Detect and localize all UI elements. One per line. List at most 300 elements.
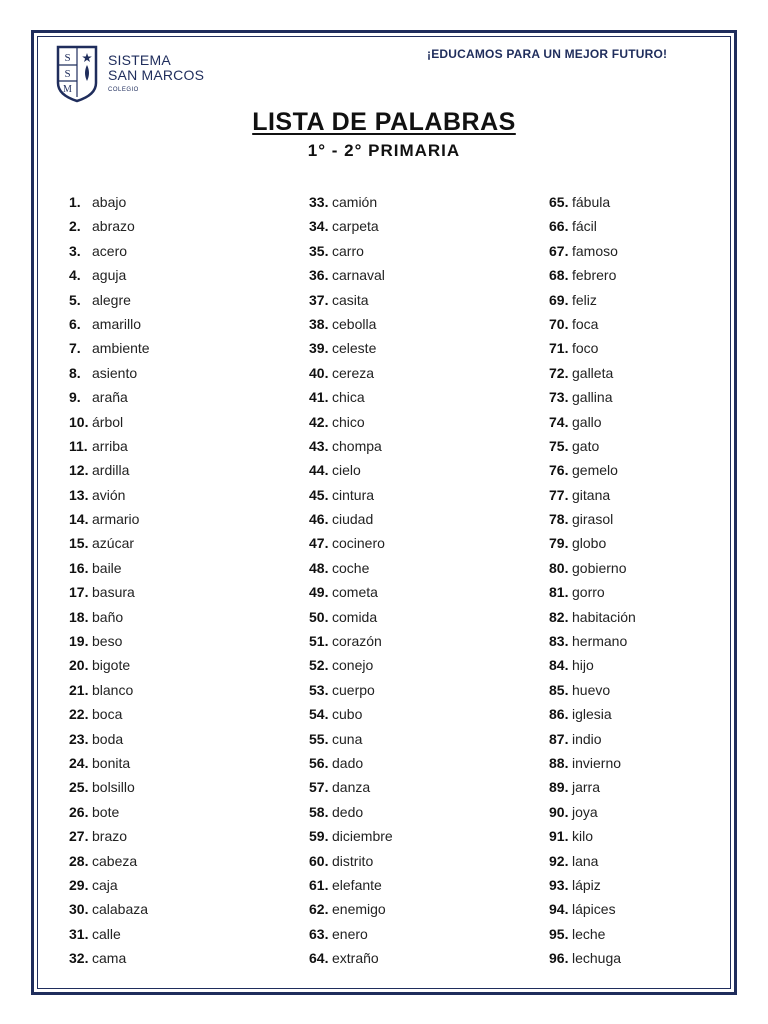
item-word: lápiz	[572, 876, 601, 893]
list-item	[69, 291, 150, 315]
list-item	[69, 388, 150, 412]
list-item	[549, 266, 636, 290]
list-item	[309, 900, 393, 924]
item-word: azúcar	[92, 535, 135, 552]
item-word: carpeta	[332, 218, 379, 235]
list-item	[549, 803, 636, 827]
item-word: bonita	[92, 754, 131, 771]
list-item	[69, 339, 150, 363]
word-column-1	[69, 193, 150, 974]
list-item	[69, 534, 150, 558]
item-number: 30.	[69, 901, 89, 918]
item-word: iglesia	[572, 706, 612, 723]
list-item	[69, 705, 150, 729]
item-number: 80.	[549, 559, 569, 576]
list-item	[309, 413, 393, 437]
list-item	[549, 852, 636, 876]
list-item	[69, 730, 150, 754]
item-word: corazón	[332, 633, 382, 650]
item-number: 24.	[69, 754, 89, 771]
item-number: 50.	[309, 608, 329, 625]
item-number: 63.	[309, 925, 329, 942]
item-word: cebolla	[332, 315, 377, 332]
list-item	[69, 315, 150, 339]
item-word: gallina	[572, 389, 613, 406]
item-word: abrazo	[92, 218, 135, 235]
item-word: aguja	[92, 267, 127, 284]
item-number: 47.	[309, 535, 329, 552]
list-item	[549, 413, 636, 437]
list-item	[549, 193, 636, 217]
item-word: diciembre	[332, 828, 393, 845]
item-number: 34.	[309, 218, 329, 235]
item-word: basura	[92, 584, 135, 601]
item-word: ambiente	[92, 340, 150, 357]
page-title-text: LISTA DE PALABRAS	[252, 108, 516, 136]
item-number: 21.	[69, 681, 89, 698]
shield-letter: S	[64, 52, 71, 64]
item-number: 14.	[69, 511, 89, 528]
school-name-line1: SISTEMA	[108, 52, 171, 68]
shield-letter: M	[63, 84, 72, 95]
list-item	[69, 364, 150, 388]
item-number: 94.	[549, 901, 569, 918]
list-item	[69, 437, 150, 461]
item-word: girasol	[572, 511, 614, 528]
item-number: 33.	[309, 194, 329, 210]
list-item	[309, 217, 393, 241]
item-number: 6.	[69, 315, 81, 332]
item-number: 60.	[309, 852, 329, 869]
item-number: 58.	[309, 803, 329, 820]
list-item	[69, 925, 150, 949]
item-word: hermano	[572, 633, 628, 650]
item-number: 36.	[309, 267, 329, 284]
item-number: 52.	[309, 657, 329, 674]
list-item	[309, 730, 393, 754]
list-item	[549, 242, 636, 266]
item-word: gitana	[572, 486, 611, 503]
list-item	[69, 632, 150, 656]
item-word: famoso	[572, 242, 618, 259]
list-item	[549, 656, 636, 680]
item-number: 92.	[549, 852, 569, 869]
item-word: alegre	[92, 291, 131, 308]
list-item	[549, 339, 636, 363]
list-item	[69, 510, 150, 534]
list-item	[549, 461, 636, 485]
list-item	[549, 559, 636, 583]
list-item	[549, 754, 636, 778]
item-number: 65.	[549, 194, 569, 210]
item-number: 37.	[309, 291, 329, 308]
item-number: 90.	[549, 803, 569, 820]
item-word: coche	[332, 559, 370, 576]
item-word: globo	[572, 535, 607, 552]
item-word: cama	[92, 950, 127, 967]
list-item	[549, 315, 636, 339]
item-word: huevo	[572, 681, 611, 698]
page-subtitle: 1° - 2° PRIMARIA	[307, 141, 461, 160]
item-word: blanco	[92, 681, 134, 698]
item-word: galleta	[572, 364, 614, 381]
list-item	[549, 583, 636, 607]
item-number: 56.	[309, 754, 329, 771]
list-item	[309, 510, 393, 534]
list-item	[309, 803, 393, 827]
school-name	[108, 53, 204, 95]
item-word: árbol	[92, 413, 124, 430]
school-logo	[56, 45, 216, 103]
item-number: 27.	[69, 828, 89, 845]
list-item	[309, 339, 393, 363]
item-number: 79.	[549, 535, 569, 552]
item-word: extraño	[332, 950, 379, 967]
word-column-3	[549, 193, 636, 974]
item-number: 84.	[549, 657, 569, 674]
item-word: carnaval	[332, 267, 385, 284]
item-number: 28.	[69, 852, 89, 869]
list-item	[69, 242, 150, 266]
item-word: lápices	[572, 901, 616, 918]
list-item	[549, 949, 636, 973]
list-item	[309, 754, 393, 778]
item-number: 16.	[69, 559, 89, 576]
item-word: cocinero	[332, 535, 385, 552]
list-item	[69, 778, 150, 802]
list-item	[69, 559, 150, 583]
list-item	[69, 949, 150, 973]
item-number: 76.	[549, 462, 569, 479]
item-number: 82.	[549, 608, 569, 625]
list-item	[309, 486, 393, 510]
list-item	[309, 852, 393, 876]
list-item	[69, 852, 150, 876]
list-item	[309, 437, 393, 461]
item-number: 44.	[309, 462, 329, 479]
item-word: lechuga	[572, 950, 622, 967]
item-number: 38.	[309, 315, 329, 332]
item-word: casita	[332, 291, 369, 308]
item-number: 3.	[69, 242, 81, 259]
item-number: 48.	[309, 559, 329, 576]
list-item	[309, 608, 393, 632]
item-number: 5.	[69, 291, 81, 308]
item-word: bote	[92, 803, 120, 820]
item-word: brazo	[92, 828, 128, 845]
item-word: invierno	[572, 754, 622, 771]
item-word: gallo	[572, 413, 602, 430]
item-word: foco	[572, 340, 599, 357]
page-title	[0, 108, 768, 137]
list-item	[309, 656, 393, 680]
item-word: cereza	[332, 364, 375, 381]
item-word: baño	[92, 608, 124, 625]
list-item	[549, 900, 636, 924]
item-word: chica	[332, 389, 365, 406]
list-item	[309, 583, 393, 607]
item-number: 49.	[309, 584, 329, 601]
item-number: 70.	[549, 315, 569, 332]
item-word: ardilla	[92, 462, 130, 479]
item-word: bigote	[92, 657, 131, 674]
item-word: fábula	[572, 194, 611, 210]
item-number: 75.	[549, 437, 569, 454]
item-word: joya	[572, 803, 598, 820]
item-number: 10.	[69, 413, 89, 430]
list-item	[309, 632, 393, 656]
item-number: 18.	[69, 608, 89, 625]
list-item	[69, 266, 150, 290]
item-word: abajo	[92, 194, 127, 210]
list-item	[309, 291, 393, 315]
item-word: leche	[572, 925, 606, 942]
item-word: chico	[332, 413, 365, 430]
item-number: 86.	[549, 706, 569, 723]
item-number: 81.	[549, 584, 569, 601]
item-number: 61.	[309, 876, 329, 893]
item-word: dado	[332, 754, 364, 771]
shield-letter: S	[64, 68, 71, 80]
item-word: cuerpo	[332, 681, 375, 698]
item-word: bolsillo	[92, 779, 135, 796]
list-item	[69, 681, 150, 705]
item-number: 91.	[549, 828, 569, 845]
item-number: 32.	[69, 950, 89, 967]
item-number: 64.	[309, 950, 329, 967]
item-number: 41.	[309, 389, 329, 406]
list-item	[69, 217, 150, 241]
item-number: 22.	[69, 706, 89, 723]
item-word: avión	[92, 486, 126, 503]
item-word: fácil	[572, 218, 597, 235]
list-item	[549, 534, 636, 558]
item-number: 77.	[549, 486, 569, 503]
item-number: 93.	[549, 876, 569, 893]
item-number: 29.	[69, 876, 89, 893]
item-word: elefante	[332, 876, 382, 893]
item-word: arriba	[92, 437, 128, 454]
item-word: enemigo	[332, 901, 386, 918]
item-word: boda	[92, 730, 124, 747]
list-item	[309, 315, 393, 339]
item-word: carro	[332, 242, 364, 259]
item-word: habitación	[572, 608, 636, 625]
item-number: 88.	[549, 754, 569, 771]
item-word: gato	[572, 437, 600, 454]
list-item	[549, 876, 636, 900]
list-item	[309, 388, 393, 412]
item-word: gemelo	[572, 462, 618, 479]
item-word: kilo	[572, 828, 594, 845]
list-item	[69, 608, 150, 632]
item-number: 55.	[309, 730, 329, 747]
list-item	[69, 803, 150, 827]
item-word: cintura	[332, 486, 375, 503]
slogan: ¡EDUCAMOS PARA UN MEJOR FUTURO!	[427, 47, 668, 61]
item-word: feliz	[572, 291, 597, 308]
list-item	[309, 876, 393, 900]
item-number: 9.	[69, 389, 81, 406]
item-number: 78.	[549, 511, 569, 528]
item-number: 87.	[549, 730, 569, 747]
list-item	[309, 681, 393, 705]
list-item	[69, 900, 150, 924]
item-word: acero	[92, 242, 128, 259]
item-word: ciudad	[332, 511, 374, 528]
item-number: 95.	[549, 925, 569, 942]
item-word: febrero	[572, 267, 617, 284]
list-item	[549, 388, 636, 412]
item-number: 19.	[69, 633, 89, 650]
list-item	[309, 778, 393, 802]
list-item	[309, 242, 393, 266]
item-number: 72.	[549, 364, 569, 381]
list-item	[69, 583, 150, 607]
item-word: boca	[92, 706, 123, 723]
list-item	[549, 705, 636, 729]
item-number: 59.	[309, 828, 329, 845]
item-number: 11.	[69, 437, 88, 454]
list-item	[309, 949, 393, 973]
item-word: indio	[572, 730, 602, 747]
item-word: amarillo	[92, 315, 142, 332]
item-number: 57.	[309, 779, 329, 796]
item-word: gorro	[572, 584, 605, 601]
item-number: 85.	[549, 681, 569, 698]
item-word: cuna	[332, 730, 363, 747]
list-item	[309, 461, 393, 485]
list-item	[309, 266, 393, 290]
item-word: distrito	[332, 852, 374, 869]
item-number: 26.	[69, 803, 89, 820]
school-name-sub: COLEGIO	[108, 87, 139, 93]
list-item	[549, 730, 636, 754]
item-number: 53.	[309, 681, 329, 698]
list-item	[549, 827, 636, 851]
list-item	[309, 534, 393, 558]
item-word: camión	[332, 194, 378, 210]
item-number: 89.	[549, 779, 569, 796]
item-number: 66.	[549, 218, 569, 235]
list-item	[309, 559, 393, 583]
item-number: 12.	[69, 462, 89, 479]
item-number: 2.	[69, 218, 81, 235]
list-item	[549, 778, 636, 802]
item-word: lana	[572, 852, 599, 869]
item-word: calle	[92, 925, 121, 942]
item-word: cometa	[332, 584, 378, 601]
item-number: 20.	[69, 657, 89, 674]
item-word: jarra	[572, 779, 601, 796]
item-number: 42.	[309, 413, 329, 430]
list-item	[549, 217, 636, 241]
list-item	[549, 510, 636, 534]
item-number: 71.	[549, 340, 569, 357]
item-number: 45.	[309, 486, 329, 503]
item-number: 51.	[309, 633, 329, 650]
item-number: 83.	[549, 633, 569, 650]
item-number: 40.	[309, 364, 329, 381]
item-word: calabaza	[92, 901, 149, 918]
item-word: celeste	[332, 340, 377, 357]
list-item	[549, 925, 636, 949]
list-item	[69, 461, 150, 485]
item-word: armario	[92, 511, 140, 528]
item-word: foca	[572, 315, 599, 332]
item-number: 35.	[309, 242, 329, 259]
list-item	[549, 681, 636, 705]
list-item	[309, 193, 393, 217]
item-word: asiento	[92, 364, 138, 381]
item-number: 54.	[309, 706, 329, 723]
item-word: comida	[332, 608, 378, 625]
list-item	[549, 632, 636, 656]
list-item	[549, 437, 636, 461]
item-word: danza	[332, 779, 371, 796]
item-number: 69.	[549, 291, 569, 308]
item-number: 62.	[309, 901, 329, 918]
list-item	[549, 608, 636, 632]
item-number: 74.	[549, 413, 569, 430]
word-column-2	[309, 193, 393, 974]
list-item	[69, 656, 150, 680]
item-word: dedo	[332, 803, 364, 820]
list-item	[309, 364, 393, 388]
item-word: gobierno	[572, 559, 627, 576]
list-item	[69, 193, 150, 217]
item-word: beso	[92, 633, 123, 650]
list-item	[309, 705, 393, 729]
item-number: 46.	[309, 511, 329, 528]
item-number: 7.	[69, 340, 81, 357]
item-number: 15.	[69, 535, 89, 552]
item-word: cubo	[332, 706, 363, 723]
list-item	[309, 827, 393, 851]
item-number: 96.	[549, 950, 569, 967]
item-number: 1.	[69, 194, 81, 210]
item-word: cabeza	[92, 852, 138, 869]
list-item	[549, 486, 636, 510]
item-number: 73.	[549, 389, 569, 406]
list-item	[549, 291, 636, 315]
item-word: caja	[92, 876, 118, 893]
item-number: 43.	[309, 437, 329, 454]
item-number: 17.	[69, 584, 89, 601]
school-name-line2: SAN MARCOS	[108, 67, 205, 83]
list-item	[549, 364, 636, 388]
item-word: araña	[92, 389, 128, 406]
item-number: 39.	[309, 340, 329, 357]
list-item	[309, 925, 393, 949]
item-word: cielo	[332, 462, 361, 479]
item-number: 31.	[69, 925, 89, 942]
item-number: 8.	[69, 364, 81, 381]
item-word: baile	[92, 559, 122, 576]
list-item	[69, 486, 150, 510]
shield-icon	[56, 45, 98, 103]
item-word: chompa	[332, 437, 382, 454]
item-number: 25.	[69, 779, 89, 796]
list-item	[69, 876, 150, 900]
item-number: 67.	[549, 242, 569, 259]
item-number: 13.	[69, 486, 89, 503]
item-word: hijo	[572, 657, 594, 674]
item-number: 68.	[549, 267, 569, 284]
item-word: enero	[332, 925, 368, 942]
item-word: conejo	[332, 657, 374, 674]
item-number: 23.	[69, 730, 89, 747]
